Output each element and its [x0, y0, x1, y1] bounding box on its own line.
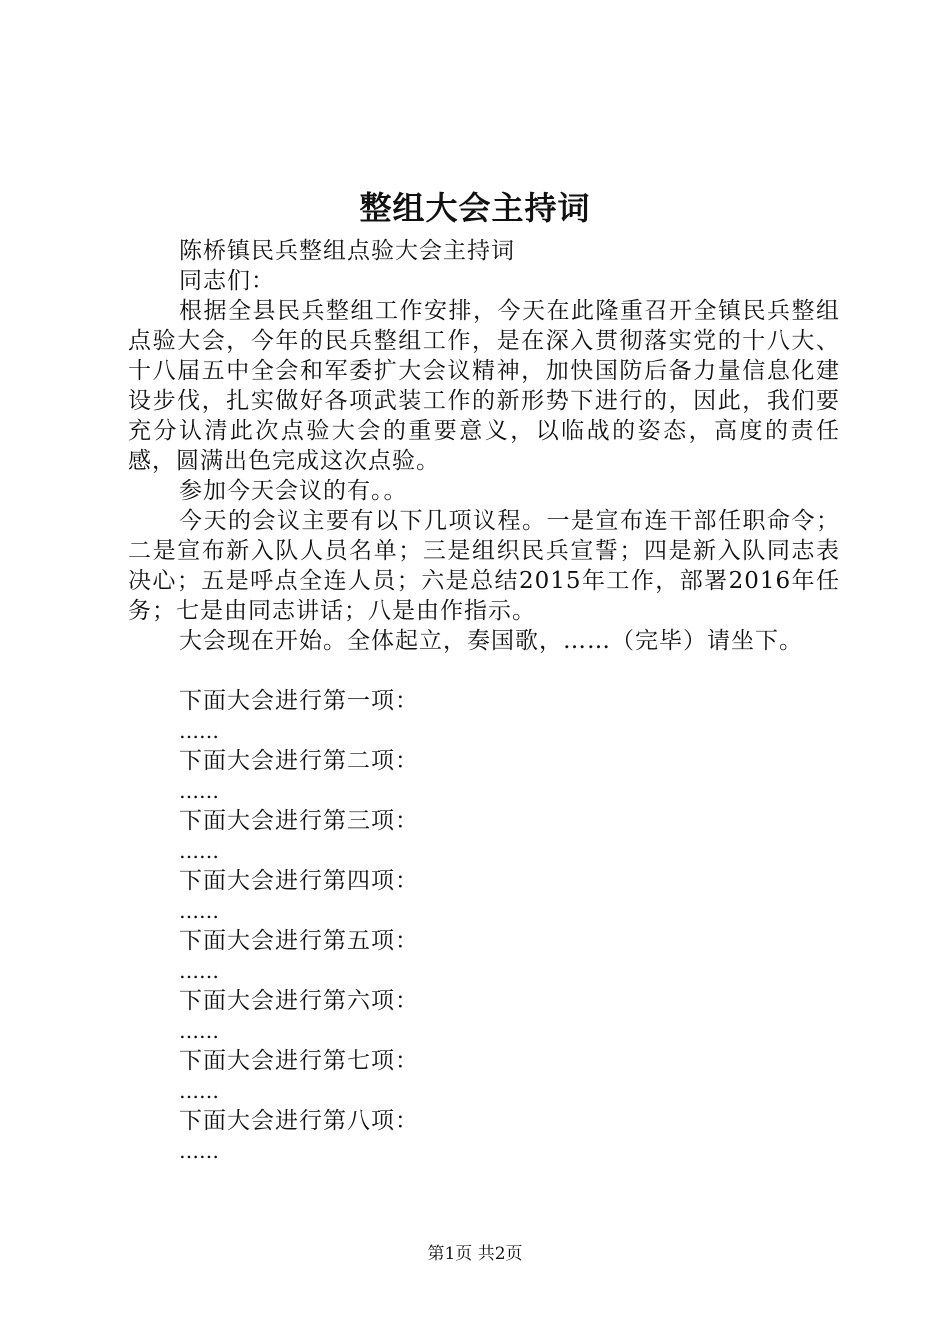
salutation: 同志们： — [179, 268, 275, 294]
document-title: 整组大会主持词 — [359, 189, 591, 227]
agenda-item-placeholder: …… — [179, 1139, 219, 1163]
agenda-item-label: 下面大会进行第一项： — [179, 688, 419, 714]
agenda-list — [128, 686, 840, 1166]
agenda-item-placeholder: …… — [179, 959, 219, 983]
agenda-item-placeholder: …… — [179, 1019, 219, 1043]
agenda-item-label: 下面大会进行第七项： — [179, 1048, 419, 1074]
paragraph-opening: 大会现在开始。全体起立，奏国歌，……（完毕）请坐下。 — [179, 628, 803, 654]
paragraph-agenda: 今天的会议主要有以下几项议程。一是宣布连干部任职命令；二是宣布新入队人员名单；三是组织民兵宣誓；四是新入队同志表决心；五是呼点全连人员；六是总结2015年工作，部署2016年任务；七是由同志讲话；八是由作指示。 — [128, 508, 840, 624]
agenda-item-label: 下面大会进行第八项： — [179, 1108, 419, 1134]
agenda-item-label: 下面大会进行第二项： — [179, 748, 419, 774]
agenda-item-placeholder: …… — [179, 779, 219, 803]
document-body — [128, 236, 840, 1166]
page-indicator: 第1页 共2页 — [427, 1244, 523, 1264]
agenda-item-label: 下面大会进行第五项： — [179, 928, 419, 954]
agenda-item-label: 下面大会进行第六项： — [179, 988, 419, 1014]
agenda-item-label: 下面大会进行第四项： — [179, 868, 419, 894]
agenda-item-placeholder: …… — [179, 719, 219, 743]
paragraph-attendees: 参加今天会议的有。。 — [179, 478, 408, 504]
blank-line — [128, 656, 840, 686]
agenda-item-placeholder: …… — [179, 1079, 219, 1103]
agenda-item-placeholder: …… — [179, 899, 219, 923]
agenda-item-label: 下面大会进行第三项： — [179, 808, 419, 834]
agenda-item-placeholder: …… — [179, 839, 219, 863]
paragraph-intro: 根据全县民兵整组工作安排，今天在此隆重召开全镇民兵整组点验大会，今年的民兵整组工作，是在深入贯彻落实党的十八大、十八届五中全会和军委扩大会议精神，加快国防后备力量信息化建设步伐，扎实做好各项武装工作的新形势下进行的，因此，我们要充分认清此次点验大会的重要意义，以临战的姿态，高度的责任感，圆满出色完成这次点验。 — [128, 298, 840, 474]
document-subtitle: 陈桥镇民兵整组点验大会主持词 — [179, 238, 515, 264]
